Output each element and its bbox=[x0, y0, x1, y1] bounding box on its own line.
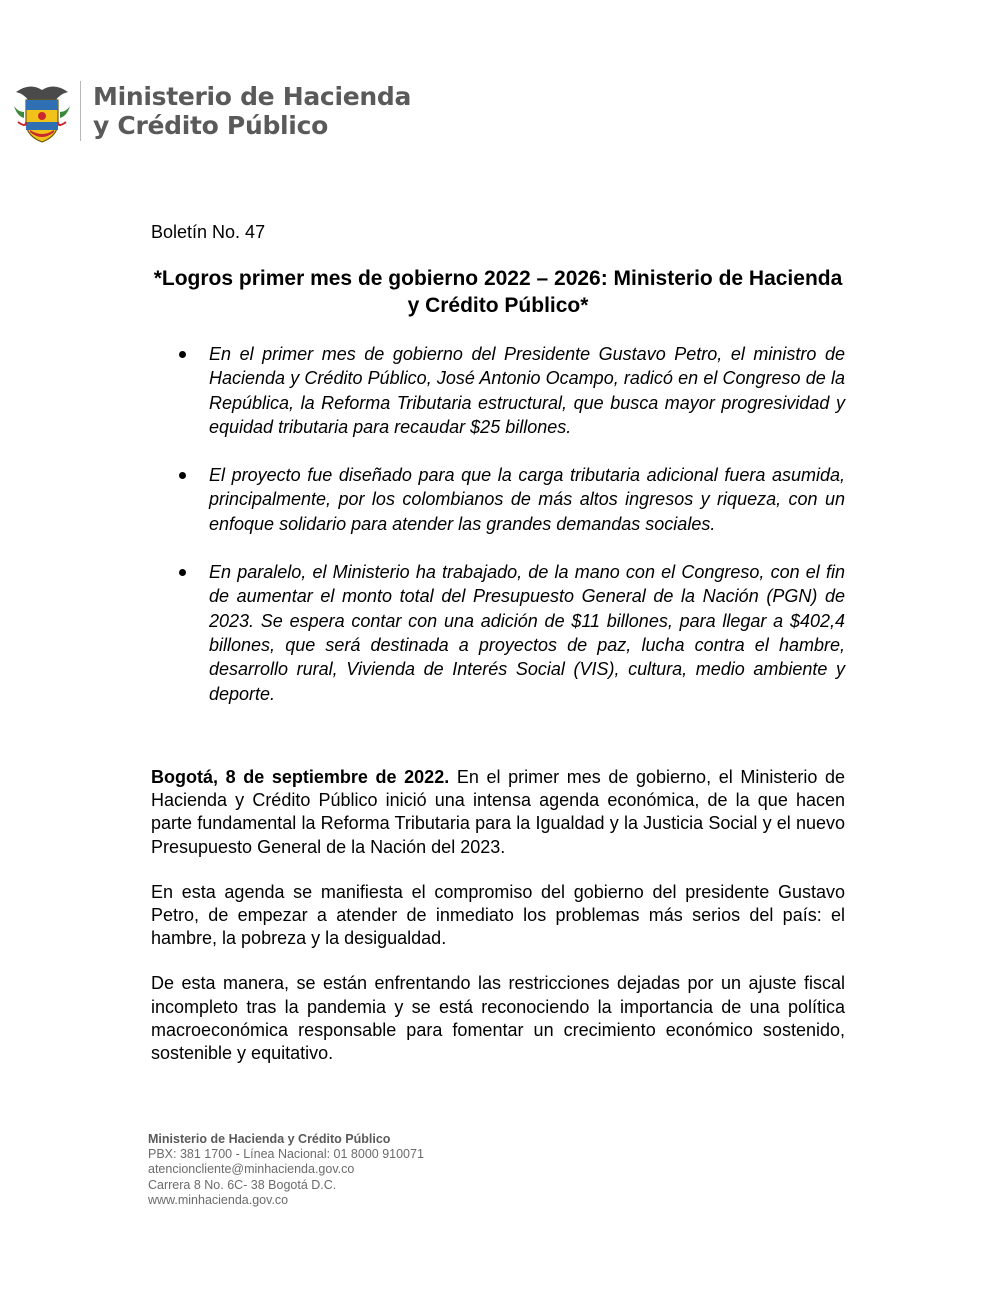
highlight-item bbox=[209, 560, 845, 706]
bullet-icon bbox=[179, 569, 186, 576]
logo-wordmark bbox=[93, 82, 411, 140]
highlight-text: El proyecto fue diseñado para que la carga tributaria adicional fuera asumida, principalmente, por los colombianos de más altos ingresos y riqueza, con un enfoque solidario para atender las grandes demandas sociales. bbox=[209, 465, 845, 534]
bullet-icon bbox=[179, 351, 186, 358]
highlight-item bbox=[209, 463, 845, 536]
bulletin-number: Boletín No. 47 bbox=[151, 222, 266, 242]
highlight-text: En paralelo, el Ministerio ha trabajado, de la mano con el Congreso, con el fin de aumentar el monto total del Presupuesto General de la Nación (PGN) de 2023. Se espera contar con una adición de $11 billones, para llegar a $402,4 billones, que será destinada a proyectos de paz, lucha contra el hambre, desarrollo rural, Vivienda de Interés Social (VIS), cultura, medio ambiente y deporte. bbox=[209, 562, 845, 704]
footer-org-name: Ministerio de Hacienda y Crédito Público bbox=[148, 1132, 391, 1146]
logo-line-2: y Crédito Público bbox=[93, 111, 328, 140]
document-title: *Logros primer mes de gobierno 2022 – 2026: Ministerio de Hacienda y Crédito Público* bbox=[153, 267, 843, 317]
body-paragraph bbox=[151, 766, 845, 859]
colombia-coat-of-arms-icon bbox=[12, 78, 72, 144]
footer-website[interactable]: www.minhacienda.gov.co bbox=[148, 1192, 289, 1207]
body-paragraph: De esta manera, se están enfrentando las restricciones dejadas por un ajuste fiscal incompleto tras la pandemia y se está reconociendo la importancia de una política macroeconómica responsable para fomentar un crecimiento económico sostenido, sostenible y equitativo. bbox=[151, 973, 845, 1064]
footer-contact bbox=[148, 1132, 424, 1208]
footer-phone: PBX: 381 1700 - Línea Nacional: 01 8000 910071 bbox=[148, 1147, 424, 1162]
logo-line-1: Ministerio de Hacienda bbox=[93, 82, 412, 111]
highlight-item bbox=[209, 342, 845, 439]
ministry-logo bbox=[12, 78, 411, 144]
footer-address: Carrera 8 No. 6C- 38 Bogotá D.C. bbox=[148, 1177, 337, 1192]
logo-divider bbox=[80, 81, 81, 141]
paragraph-text: En el primer mes de gobierno, el Ministerio de Hacienda y Crédito Público inició una intensa agenda económica, de la que hacen parte fundamental la Reforma Tributaria para la Igualdad y la Justicia Social y el nuevo Presupuesto General de la Nación del 2023. bbox=[151, 767, 845, 857]
highlight-text: En el primer mes de gobierno del Presidente Gustavo Petro, el ministro de Hacienda y Crédito Público, José Antonio Ocampo, radicó en el Congreso de la República, la Reforma Tributaria estructural, que busca mayor progresividad y equidad tributaria para recaudar $25 billones. bbox=[209, 344, 845, 437]
body-paragraph: En esta agenda se manifiesta el compromiso del gobierno del presidente Gustavo Petro, de empezar a atender de inmediato los problemas más serios del país: el hambre, la pobreza y la desigualdad. bbox=[151, 881, 845, 949]
bullet-icon bbox=[179, 472, 186, 479]
document-body bbox=[151, 766, 845, 1087]
highlights-list bbox=[209, 342, 845, 730]
footer-email[interactable]: atencioncliente@minhacienda.gov.co bbox=[148, 1162, 355, 1177]
dateline: Bogotá, 8 de septiembre de 2022. bbox=[151, 767, 450, 787]
